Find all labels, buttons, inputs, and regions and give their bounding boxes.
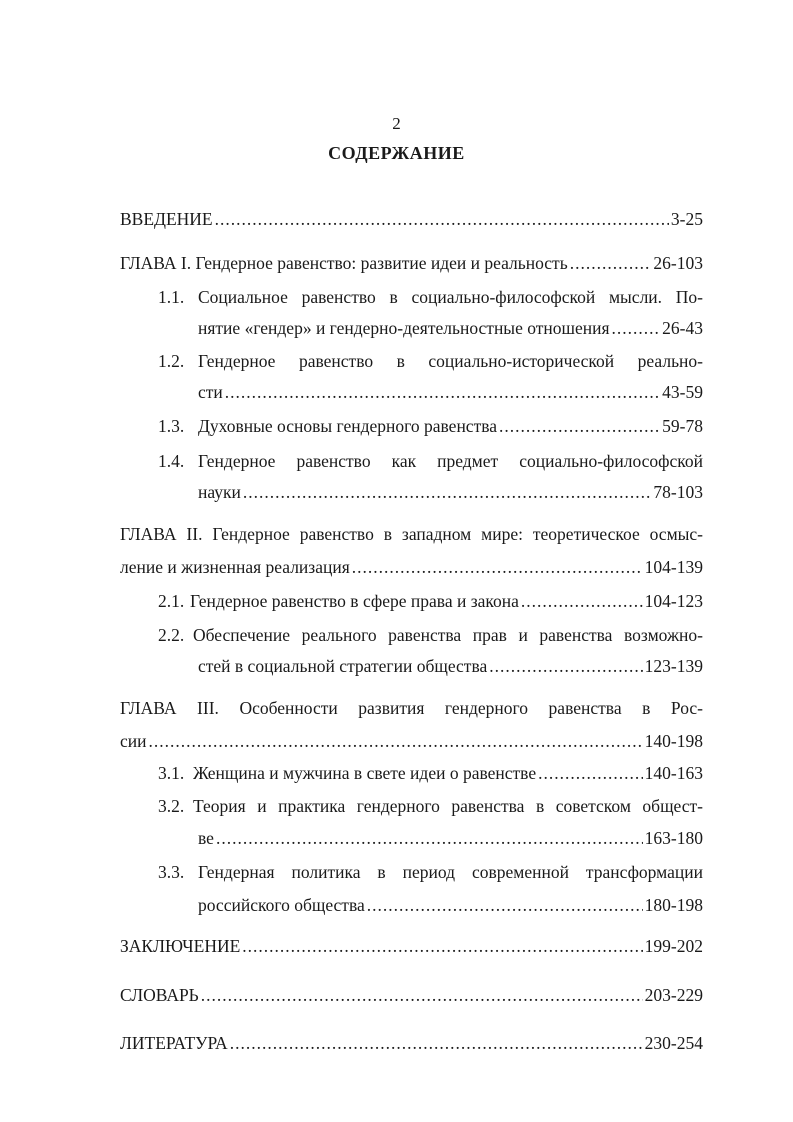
toc-entry-2-2-line1[interactable]: Обеспечение реального равенства прав и равенства возможно-	[193, 625, 703, 645]
toc-entry-3-3-line1[interactable]: Гендерная политика в период современной трансформации	[198, 862, 703, 882]
toc-entry-glossary[interactable]: СЛОВАРЬ ..... 203-229	[120, 983, 703, 1007]
section-number: 1.4.	[158, 451, 185, 471]
toc-entry-1-1[interactable]: нятие «гендер» и гендерно-деятельностные отношения ..... 26-43	[198, 316, 703, 340]
toc-entry-chapter-3[interactable]: сии ..... 140-198	[120, 729, 703, 753]
toc-entry-literature[interactable]: ЛИТЕРАТУРА ..... 230-254	[120, 1031, 703, 1055]
toc-entry-1-3[interactable]: Духовные основы гендерного равенства ..... 59-78	[198, 414, 703, 438]
section-number: 2.2.	[158, 625, 185, 645]
page-range: 230-254	[644, 1033, 703, 1053]
page-number: 2	[392, 114, 401, 133]
toc-entry-chapter-2[interactable]: ление и жизненная реализация ..... 104-139	[120, 555, 703, 579]
page-range: 43-59	[662, 382, 703, 402]
toc-entry-chapter-1[interactable]: ГЛАВА I. Гендерное равенство: развитие идеи и реальность ..... 26-103	[120, 251, 703, 275]
toc-entry-1-4[interactable]: науки ..... 78-103	[198, 480, 703, 504]
toc-entry-chapter-3-line1[interactable]: ГЛАВА III. Особенности развития гендерного равенства в Рос-	[120, 698, 703, 718]
page-range: 203-229	[644, 985, 703, 1005]
section-number: 1.2.	[158, 351, 185, 371]
page-range: 199-202	[644, 936, 703, 956]
toc-entry-3-3[interactable]: российского общества ..... 180-198	[198, 893, 703, 917]
page-range: 104-123	[644, 591, 703, 611]
toc-entry-2-2[interactable]: стей в социальной стратегии общества ..... 123-139	[198, 654, 703, 678]
page-range: 26-103	[653, 253, 703, 273]
page-range: 78-103	[653, 482, 703, 502]
section-number: 3.1.	[158, 763, 185, 783]
section-number: 3.3.	[158, 862, 185, 882]
toc-entry-1-2-line1[interactable]: Гендерное равенство в социально-исторической реально-	[198, 351, 703, 371]
toc-entry-intro[interactable]: ВВЕДЕНИЕ ..... 3-25	[120, 207, 703, 231]
page-title: СОДЕРЖАНИЕ	[328, 143, 465, 163]
toc-entry-2-1[interactable]: Гендерное равенство в сфере права и закона ..... 104-123	[190, 589, 703, 613]
toc-entry-1-1-line1[interactable]: Социальное равенство в социально-философской мысли. По-	[198, 287, 703, 307]
page-range: 123-139	[644, 656, 703, 676]
toc-entry-3-1[interactable]: Женщина и мужчина в свете идеи о равенстве ..... 140-163	[193, 761, 703, 785]
section-number: 3.2.	[158, 796, 185, 816]
page-range: 163-180	[644, 828, 703, 848]
toc-entry-3-2[interactable]: ве ..... 163-180	[198, 826, 703, 850]
section-number: 2.1.	[158, 591, 185, 611]
page-range: 3-25	[670, 209, 703, 229]
page-range: 180-198	[644, 895, 703, 915]
page-range: 140-198	[644, 731, 703, 751]
page-range: 104-139	[644, 557, 703, 577]
toc-entry-1-2[interactable]: сти ..... 43-59	[198, 380, 703, 404]
toc-entry-3-2-line1[interactable]: Теория и практика гендерного равенства в советском общест-	[193, 796, 703, 816]
toc-entry-chapter-2-line1[interactable]: ГЛАВА II. Гендерное равенство в западном мире: теоретическое осмыс-	[120, 524, 703, 544]
page-range: 26-43	[662, 318, 703, 338]
section-number: 1.3.	[158, 416, 185, 436]
toc-entry-1-4-line1[interactable]: Гендерное равенство как предмет социально-философской	[198, 451, 703, 471]
page-range: 140-163	[644, 763, 703, 783]
section-number: 1.1.	[158, 287, 185, 307]
toc-entry-conclusion[interactable]: ЗАКЛЮЧЕНИЕ ..... 199-202	[120, 934, 703, 958]
page-range: 59-78	[662, 416, 703, 436]
